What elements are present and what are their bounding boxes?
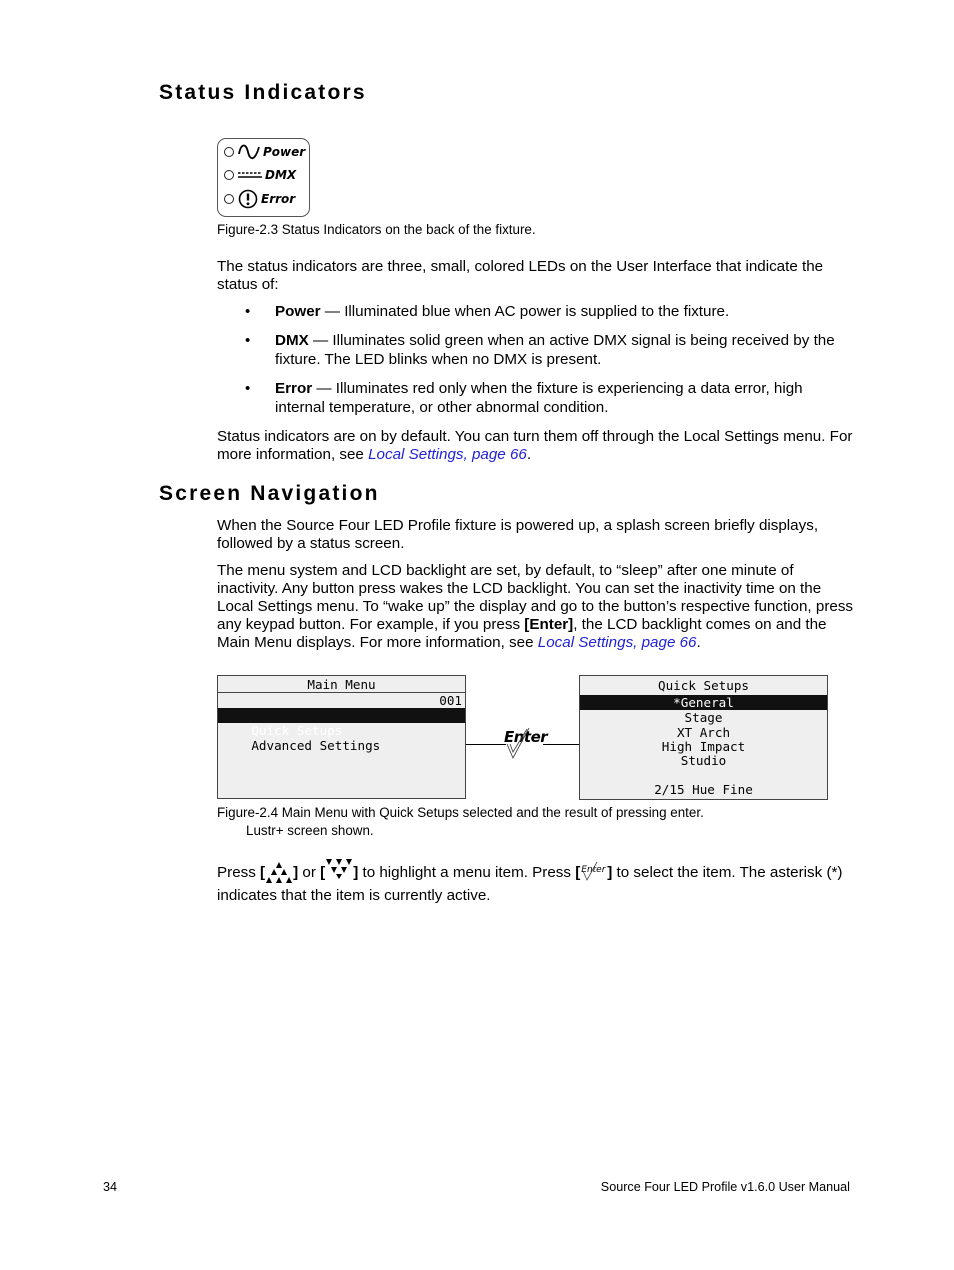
enter-label: Enter — [504, 728, 548, 746]
enter-key-icon — [503, 728, 547, 760]
dmx-line-icon — [238, 170, 262, 180]
status-default-text: Status indicators are on by default. You can turn them off through the Local Settings menu. For more information, see — [217, 428, 853, 463]
enter-label-small: Enter — [581, 865, 606, 875]
nav-paragraph-1: When the Source Four LED Profile fixture is powered up, a splash screen briefly displays, followed by a status screen. — [217, 517, 819, 552]
quick-setups-lcd — [579, 675, 828, 800]
sine-wave-icon — [238, 143, 260, 161]
press-text-c: to highlight a menu item. Press — [358, 864, 576, 881]
bullet-term: Power — [275, 303, 321, 320]
lcd-item-label: Advanced Settings — [251, 738, 381, 753]
period: . — [526, 446, 532, 463]
lcd-title: Main Menu — [307, 677, 376, 692]
lcd-menu-item-selected[interactable]: *General — [580, 695, 827, 710]
dmx-led — [224, 170, 234, 180]
lcd-menu-item[interactable]: XT Arch — [676, 725, 731, 740]
up-arrows-icon — [265, 861, 293, 887]
bullet-marker: • — [245, 332, 251, 349]
page-number: 34 — [103, 1180, 118, 1194]
bullet-marker: • — [245, 380, 251, 397]
power-led — [224, 147, 234, 157]
connector-line-right — [543, 744, 580, 745]
error-led — [224, 194, 234, 204]
figure-2-4-caption: Figure-2.4 Main Menu with Quick Setups selected and the result of pressing enter. — [217, 805, 704, 820]
dmx-indicator — [224, 165, 296, 185]
status-default-paragraph — [217, 428, 857, 464]
local-settings-link[interactable]: Local Settings, page 66 — [368, 446, 527, 463]
local-settings-link[interactable]: Local Settings, page 66 — [537, 634, 697, 651]
power-indicator — [224, 142, 305, 162]
enter-check-icon — [503, 728, 547, 760]
manual-title: Source Four LED Profile v1.6.0 User Manual — [600, 1180, 850, 1194]
bullet-term: Error — [275, 380, 313, 397]
main-menu-lcd — [217, 675, 466, 799]
bullet-marker: • — [245, 303, 251, 320]
error-indicator — [224, 189, 295, 209]
lcd-menu-item[interactable] — [218, 723, 465, 753]
bullet-desc: — Illuminated blue when AC power is supplied to the fixture. — [320, 303, 730, 320]
lcd-item-value: 001 — [439, 693, 462, 708]
bullet-dmx — [275, 331, 855, 369]
down-arrows-icon — [325, 858, 353, 880]
lcd-menu-item[interactable]: High Impact — [661, 739, 746, 754]
status-indicator-panel — [217, 138, 310, 217]
lcd-menu-item[interactable]: Studio — [680, 753, 727, 768]
bullet-term: DMX — [275, 332, 309, 349]
bullet-error — [275, 379, 855, 417]
section-heading-status-indicators: Status Indicators — [159, 81, 367, 104]
press-text-a: Press — [217, 864, 261, 881]
period: . — [696, 634, 701, 651]
nav-text-a: The menu system and LCD backlight are set, by default, to “sleep” after one minute of inactivity. Any button press wakes the LCD backlight. You can set the inactivity time on the Local Settings menu. To “wake up” the display and go to the button’s respective function, press any keypad button. For example, if you press — [217, 562, 854, 633]
lcd-status-footer: 2/15 Hue Fine — [654, 782, 753, 797]
dmx-label: DMX — [265, 168, 297, 182]
press-text-b: or — [298, 864, 321, 881]
figure-2-3-caption: Figure-2.3 Status Indicators on the back of the fixture. — [217, 222, 536, 237]
nav-paragraph-2 — [217, 562, 857, 652]
section-heading-screen-navigation: Screen Navigation — [159, 482, 380, 505]
press-text-d: to select the item. The asterisk (*) indicates that the item is currently active. — [217, 864, 843, 904]
bullet-power — [275, 302, 855, 321]
lcd-title: Quick Setups — [658, 678, 749, 693]
lcd-menu-item-selected[interactable] — [218, 708, 465, 738]
error-label: Error — [261, 192, 296, 206]
connector-line-left — [466, 744, 506, 745]
lcd-item-label: Quick Setups — [251, 723, 343, 738]
bullet-desc: — Illuminates red only when the fixture is experiencing a data error, high internal temperature, or other abnormal condition. — [275, 380, 803, 416]
enter-key-ref: [Enter] — [524, 616, 574, 633]
lcd-menu-item[interactable] — [218, 693, 465, 708]
press-paragraph: Press [ ] or [ ] to highlight a menu item. Press [ Enter ] to select the item. The asterisk (*) indicates that the item is currently active. — [217, 858, 857, 905]
lcd-menu-item[interactable]: Stage — [684, 710, 723, 725]
figure-2-4-caption-line2: Lustr+ screen shown. — [246, 823, 374, 838]
exclamation-icon — [238, 189, 258, 209]
enter-key-small-icon — [580, 861, 607, 881]
power-label: Power — [263, 145, 306, 159]
status-intro-paragraph: The status indicators are three, small, colored LEDs on the User Interface that indicate the status of: — [217, 258, 824, 293]
nav-text-b: , the LCD backlight comes on and the Main Menu displays. For more information, see — [217, 616, 827, 651]
bullet-desc: — Illuminates solid green when an active DMX signal is being received by the fixture. The LED blinks when no DMX is present. — [275, 332, 835, 368]
